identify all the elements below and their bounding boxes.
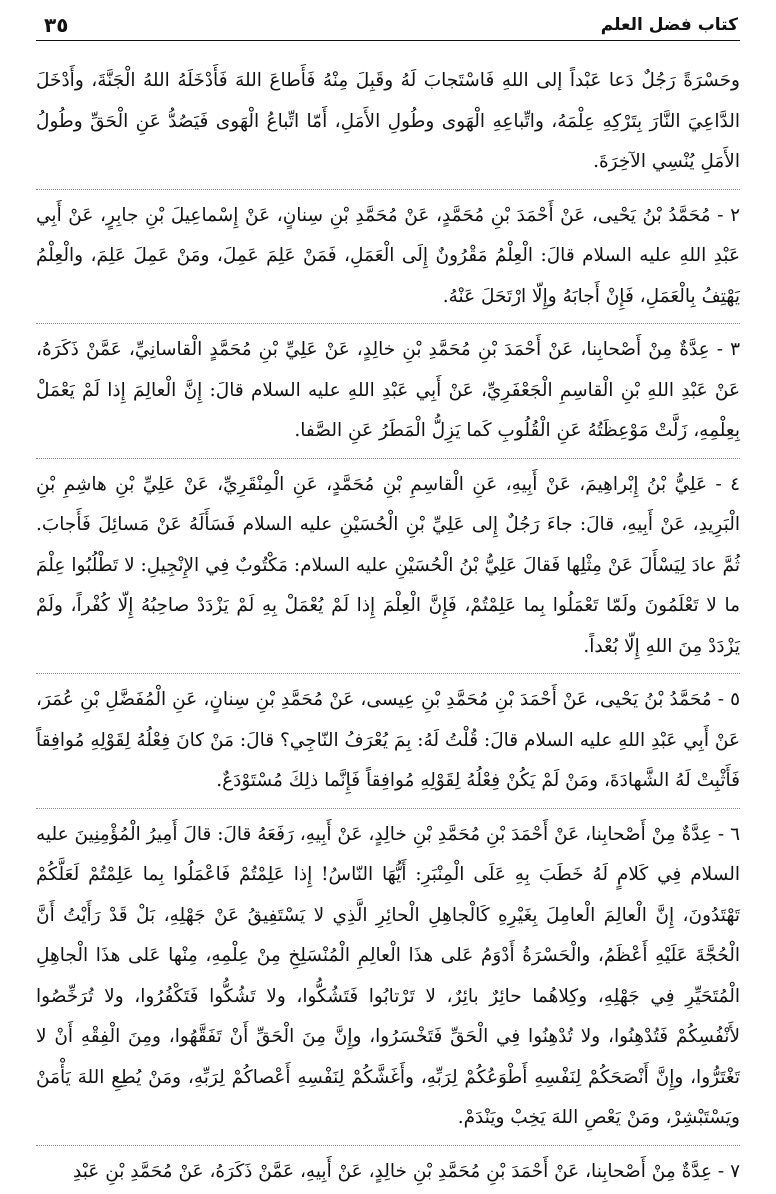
book-title: كتاب فضل العلم <box>601 15 738 35</box>
hadith-4: ٤ - عَلِيُّ بْنُ إِبْراهِيمَ، عَنْ أَبِيهِ، عَنِ الْقاسِمِ بْنِ مُحَمَّدٍ، عَنِ الْمِنْقَرِيِّ، عَنْ عَلِيِّ بْنِ هاشِمِ بْنِ الْبَرِيدِ، عَنْ أَبِيهِ، قالَ: جاءَ رَجُلٌ إِلى عَلِيِّ بْنِ الْحُسَيْنِ عليه السلام فَسَأَلَهُ عَنْ مَسائِلَ فَأَجابَ. ثُمَّ عادَ لِيَسْأَلَ عَنْ مِثْلِها فَقالَ عَلِيُّ بْنُ الْحُسَيْنِ عليه السلام: مَكْتُوبٌ فِي الإِنْجِيلِ: لا تَطْلُبُوا عِلْمَ ما لا تَعْلَمُونَ ولَمّا تَعْمَلُوا بِما عَلِمْتُمْ، فَإِنَّ الْعِلْمَ إِذا لَمْ يُعْمَلْ بِهِ لَمْ يَزْدَدْ صاحِبُهُ إِلّا كُفْراً، ولَمْ يَزْدَدْ مِنَ اللهِ إِلّا بُعْداً. <box>36 465 740 675</box>
hadith-7: ٧ - عِدَّةٌ مِنْ أَصْحابِنا، عَنْ أَحْمَدَ بْنِ مُحَمَّدِ بْنِ خالِدٍ، عَنْ أَبِيهِ، عَمَّنْ ذَكَرَهُ، عَنْ مُحَمَّدِ بْنِ عَبْدِ <box>36 1152 740 1194</box>
page-body <box>36 61 740 1194</box>
page-number: ٣٥ <box>44 13 68 37</box>
hadith-6: ٦ - عِدَّةٌ مِنْ أَصْحابِنا، عَنْ أَحْمَدَ بْنِ مُحَمَّدِ بْنِ خالِدٍ، عَنْ أَبِيهِ، رَفَعَهُ قالَ: قالَ أَمِيرُ الْمُؤْمِنِينَ عليه السلام فِي كَلامٍ لَهُ خَطَبَ بِهِ عَلَى الْمِنْبَرِ: أَيُّهَا النّاسُ! إِذا عَلِمْتُمْ فَاعْمَلُوا بِما عَلِمْتُمْ لَعَلَّكُمْ تَهْتَدُونَ، إِنَّ الْعالِمَ الْعامِلَ بِغَيْرِهِ كَالْجاهِلِ الْحائِرِ الَّذِي لا يَسْتَفِيقُ عَنْ جَهْلِهِ، بَلْ قَدْ رَأَيْتُ أَنَّ الْحُجَّةَ عَلَيْهِ أَعْظَمُ، والْحَسْرَةُ أَدْوَمُ عَلى هذَا الْعالِمِ الْمُنْسَلِخِ مِنْ عِلْمِهِ، مِنْها عَلى هذَا الْجاهِلِ الْمُتَحَيِّرِ فِي جَهْلِهِ، وكِلاهُما حائِرٌ بائِرٌ، لا تَرْتابُوا فَتَشُكُّوا، ولا تَشُكُّوا فَتَكْفُرُوا، ولا تُرَخِّصُوا لأَنْفُسِكُمْ فَتُدْهِنُوا، ولا تُدْهِنُوا فِي الْحَقِّ فَتَخْسَرُوا، وإِنَّ مِنَ الْحَقِّ أَنْ تَفَقَّهُوا، ومِنَ الْفِقْهِ أَنْ لا تَغْتَرُّوا، وإِنَّ أَنْصَحَكُمْ لِنَفْسِهِ أَطْوَعُكُمْ لِرَبِّهِ، وأَغَشَّكُمْ لِنَفْسِهِ أَعْصاكُمْ لِرَبِّهِ، ومَنْ يُطِعِ اللهَ يَأْمَنْ ويَسْتَبْشِرْ، ومَنْ يَعْصِ اللهَ يَخِبْ ويَنْدَمْ. <box>36 815 740 1146</box>
hadith-2: ٢ - مُحَمَّدُ بْنُ يَحْيى، عَنْ أَحْمَدَ بْنِ مُحَمَّدٍ، عَنْ مُحَمَّدِ بْنِ سِنانٍ، عَنْ إِسْماعِيلَ بْنِ جابِرٍ، عَنْ أَبِي عَبْدِ اللهِ عليه السلام قالَ: الْعِلْمُ مَقْرُونٌ إِلَى الْعَمَلِ، فَمَنْ عَلِمَ عَمِلَ، ومَنْ عَمِلَ عَلِمَ، والْعِلْمُ يَهْتِفُ بِالْعَمَلِ، فَإِنْ أَجابَهُ وإِلّا ارْتَحَلَ عَنْهُ. <box>36 196 740 325</box>
hadith-3: ٣ - عِدَّةٌ مِنْ أَصْحابِنا، عَنْ أَحْمَدَ بْنِ مُحَمَّدِ بْنِ خالِدٍ، عَنْ عَلِيِّ بْنِ مُحَمَّدٍ الْقاسانِيِّ، عَمَّنْ ذَكَرَهُ، عَنْ عَبْدِ اللهِ بْنِ الْقاسِمِ الْجَعْفَرِيِّ، عَنْ أَبِي عَبْدِ اللهِ عليه السلام قالَ: إِنَّ الْعالِمَ إِذا لَمْ يَعْمَلْ بِعِلْمِهِ، زَلَّتْ مَوْعِظَتُهُ عَنِ الْقُلُوبِ كَما يَزِلُّ الْمَطَرُ عَنِ الصَّفا. <box>36 330 740 459</box>
running-header <box>36 10 740 41</box>
paragraph-continuation: وحَسْرَةً رَجُلٌ دَعا عَبْداً إلى اللهِ فَاسْتَجابَ لَهُ وقَبِلَ مِنْهُ فَأَطاعَ اللهَ فَأَدْخَلَهُ اللهُ الْجَنَّةَ، وأَدْخَلَ الدَّاعِيَ النَّارَ بِتَرْكِهِ عِلْمَهُ، واتِّباعِهِ الْهَوى وطُولِ الأَمَلِ، أَمّا اتِّباعُ الْهَوى فَيَصُدُّ عَنِ الْحَقِّ وطُولُ الأَمَلِ يُنْسِي الآخِرَةَ. <box>36 61 740 190</box>
hadith-5: ٥ - مُحَمَّدُ بْنُ يَحْيى، عَنْ أَحْمَدَ بْنِ مُحَمَّدِ بْنِ عِيسى، عَنْ مُحَمَّدِ بْنِ سِنانٍ، عَنِ الْمُفَضَّلِ بْنِ عُمَرَ، عَنْ أَبِي عَبْدِ اللهِ عليه السلام قالَ: قُلْتُ لَهُ: بِمَ يُعْرَفُ النّاجِي؟ قالَ: مَنْ كانَ فِعْلُهُ لِقَوْلِهِ مُوافِقاً فَأَثْبِتْ لَهُ الشَّهادَةَ، ومَنْ لَمْ يَكُنْ فِعْلُهُ لِقَوْلِهِ مُوافِقاً فَإِنَّما ذلِكَ مُسْتَوْدَعٌ. <box>36 680 740 809</box>
book-page <box>36 10 740 1104</box>
